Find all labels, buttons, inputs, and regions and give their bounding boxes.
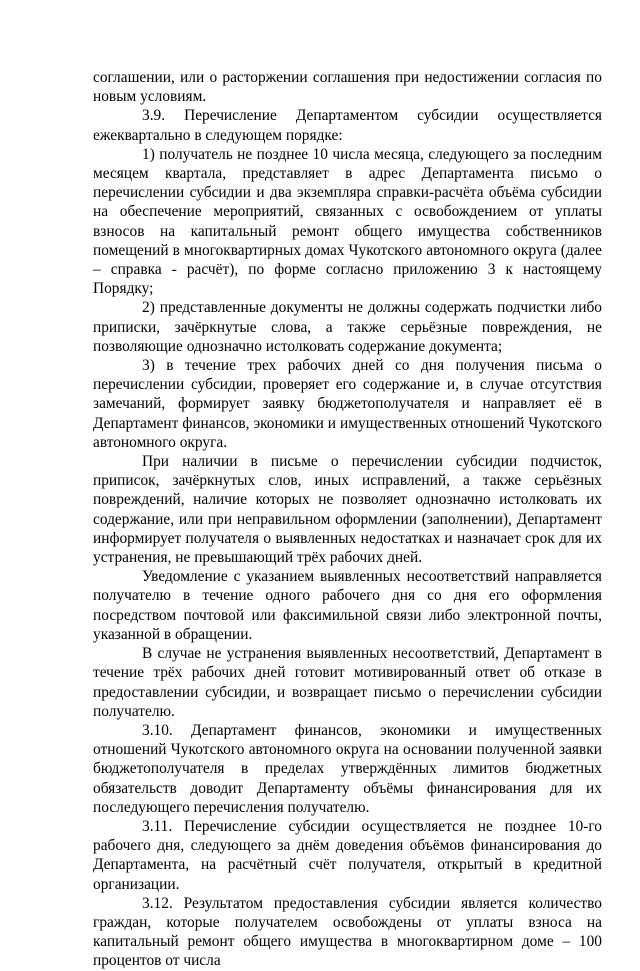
paragraph-3-9: 3.9. Перечисление Департаментом субсидии осуществляется ежеквартально в следующем порядке: — [93, 107, 602, 144]
paragraph-deficiencies: При наличии в письме о перечислении субсидии подчисток, приписок, зачёркнутых слов, иных исправлений, а также серьёзных повреждений, наличие которых не позволяет однозначно истолковать их содержание, или при неправильном оформлении (заполнении), Департамент информирует получателя о выявленных недостатках и назначает срок для их устранения, не превышающий трёх рабочих дней. — [93, 453, 602, 567]
paragraph-3-9-item-2: 2) представленные документы не должны содержать подчистки либо приписки, зачёркнутые слова, а также серьёзные повреждения, не позволяющие однозначно истолковать содержание документа; — [93, 299, 602, 355]
paragraph-refusal: В случае не устранения выявленных несоответствий, Департамент в течение трёх рабочих дней готовит мотивированный ответ об отказе в предоставлении субсидии, и возвращает письмо о перечислении субсидии получателю. — [93, 645, 602, 720]
paragraph-3-9-item-3: 3) в течение трех рабочих дней со дня получения письма о перечислении субсидии, проверяет его содержание и, в случае отсутствия замечаний, формирует заявку бюджетополучателя и направляет её в Департамент финансов, экономики и имущественных отношений Чукотского автономного округа. — [93, 357, 602, 451]
paragraph-3-12: 3.12. Результатом предоставления субсидии является количество граждан, которые получателем освобождены от уплаты взноса на капитальный ремонт общего имущества в многоквартирном доме – 100 процентов от числа — [93, 894, 602, 970]
paragraph-3-9-item-1: 1) получатель не позднее 10 числа месяца, следующего за последним месяцем квартала, представляет в адрес Департамента письмо о перечислении субсидии и два экземпляра справки-расчёта объёма субсидии на обеспечение мероприятий, связанных с освобождением от уплаты взносов на капитальный ремонт общего имущества собственников помещений в многоквартирных домах Чукотского автономного округа (далее – справка - расчёт), по форме согласно приложению 3 к настоящему Порядку; — [93, 145, 602, 298]
paragraph-3-10: 3.10. Департамент финансов, экономики и имущественных отношений Чукотского автономного округа на основании полученной заявки бюджетополучателя в пределах утверждённых лимитов бюджетных обязательств доводит Департаменту объёмы финансирования для их последующего перечисления получателю. — [93, 721, 602, 816]
paragraph-3-11: 3.11. Перечисление субсидии осуществляется не позднее 10-го рабочего дня, следующего за днём доведения объёмов финансирования до Департамента, на расчётный счёт получателя, открытый в кредитной организации. — [93, 817, 602, 893]
paragraph-notification: Уведомление с указанием выявленных несоответствий направляется получателю в течение одного рабочего дня со дня его оформления посредством почтовой или факсимильной связи либо электронной почты, указанной в обращении. — [93, 568, 602, 643]
paragraph-continuation: соглашении, или о расторжении соглашения при недостижении согласия по новым условиям. — [93, 69, 602, 106]
